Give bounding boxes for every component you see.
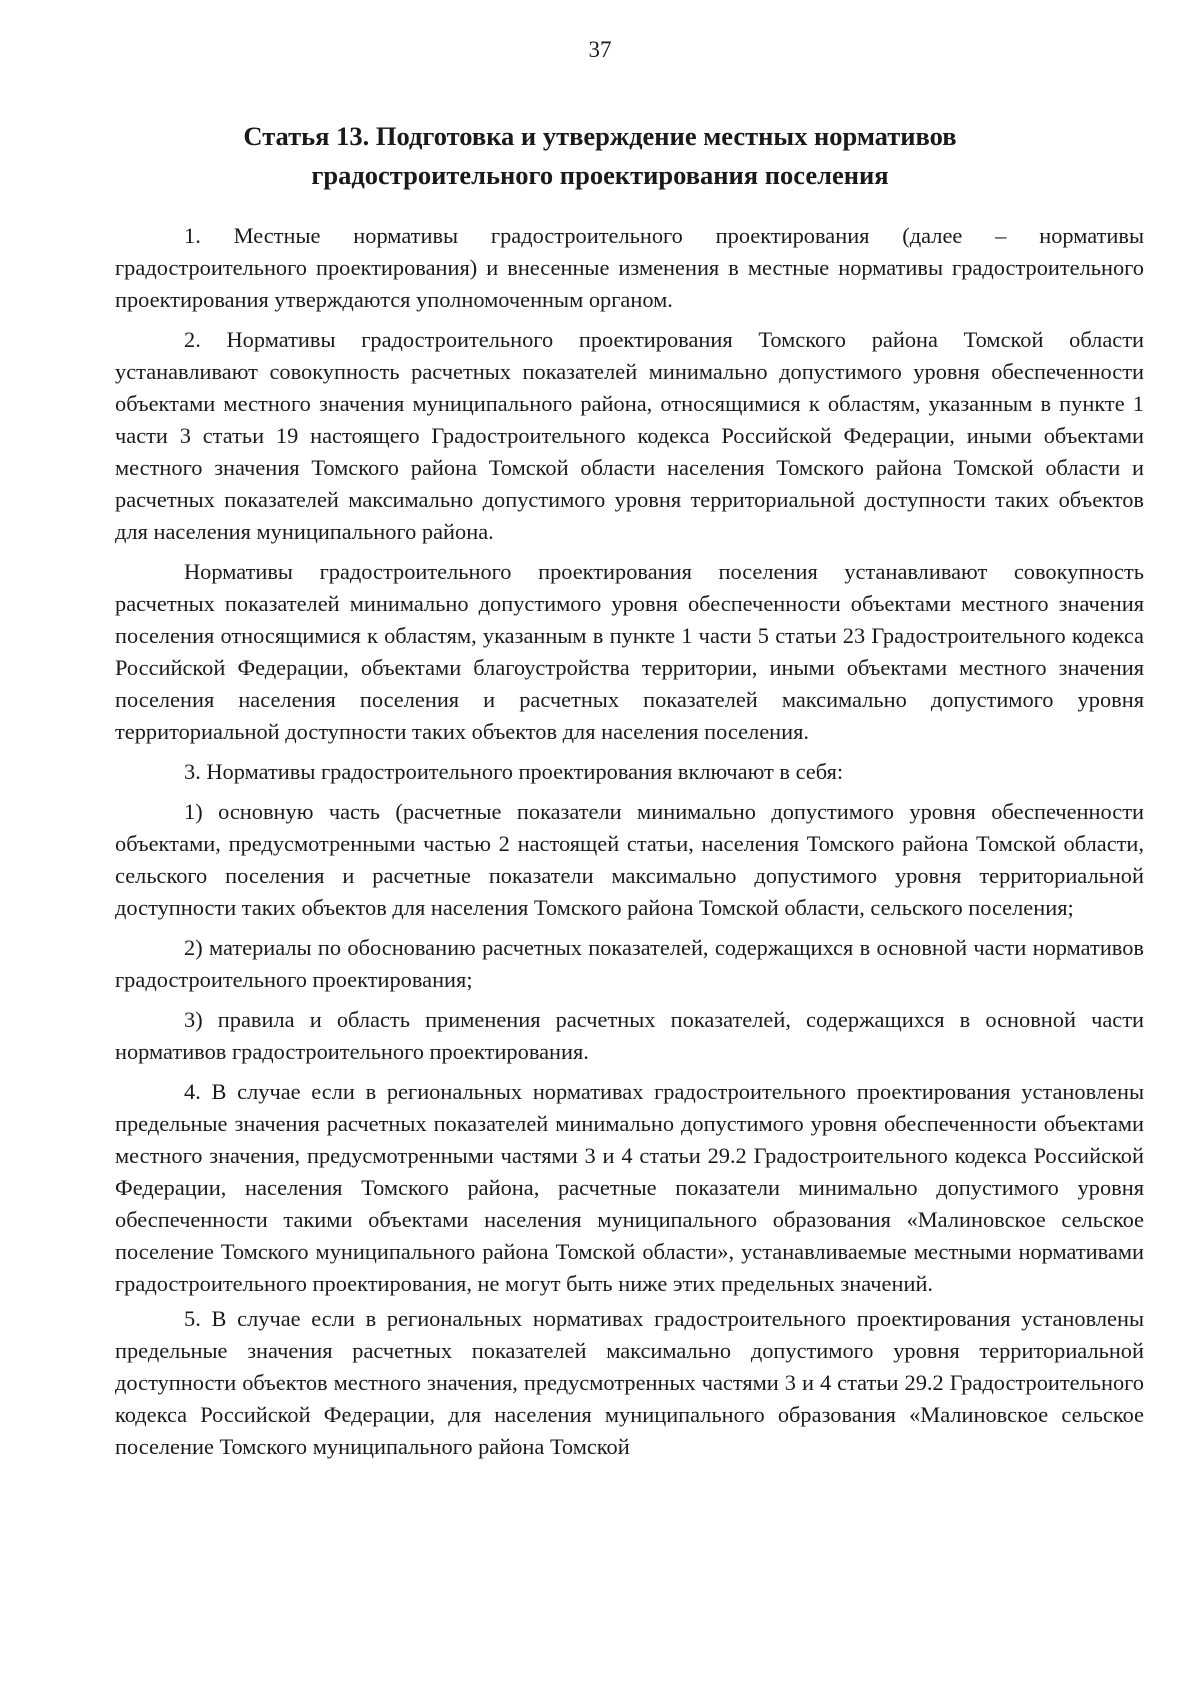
paragraph-3-item-3: 3) правила и область применения расчетных показателей, содержащихся в основной части нормативов градостроительного проектирования. [115,1007,1144,1064]
page-number: 37 [588,37,612,62]
article-title [100,117,1100,195]
paragraph-5: 5. В случае если в региональных нормативах градостроительного проектирования установлены предельные значения расчетных показателей максимально допустимого уровня территориальной доступности объектов местного значения, предусмотренных частями 3 и 4 статьи 29.2 Градостроительного кодекса Российской Федерации, для населения муниципального образования «Малиновское сельское поселение Томского муниципального района Томской [115,1306,1144,1459]
paragraph-4: 4. В случае если в региональных нормативах градостроительного проектирования установлены предельные значения расчетных показателей минимально допустимого уровня обеспеченности объектами местного значения, предусмотренными частями 3 и 4 статьи 29.2 Градостроительного кодекса Российской Федерации, населения Томского района, расчетные показатели минимально допустимого уровня обеспеченности такими объектами населения муниципального образования «Малиновское сельское поселение Томского муниципального района Томской области», устанавливаемые местными нормативами градостроительного проектирования, не могут быть ниже этих предельных значений. [115,1079,1144,1296]
paragraph-3-item-1: 1) основную часть (расчетные показатели минимально допустимого уровня обеспеченности объектами, предусмотренными частью 2 настоящей статьи, населения Томского района Томской области, сельского поселения и расчетные показатели максимально допустимого уровня территориальной доступности таких объектов для населения Томского района Томской области, сельского поселения; [115,799,1144,920]
article-title-line-2: градостроительного проектирования поселения [311,160,889,190]
paragraph-3: 3. Нормативы градостроительного проектирования включают в себя: [184,759,844,784]
paragraph-1: 1. Местные нормативы градостроительного проектирования (далее – нормативы градостроительного проектирования) и внесенные изменения в местные нормативы градостроительного проектирования утверждаются уполномоченным органом. [115,223,1144,312]
paragraph-2: 2. Нормативы градостроительного проектирования Томского района Томской области устанавливают совокупность расчетных показателей минимально допустимого уровня обеспеченности объектами местного значения муниципального района, относящимися к областям, указанным в пункте 1 части 3 статьи 19 настоящего Градостроительного кодекса Российской Федерации, иными объектами местного значения Томского района Томской области населения Томского района Томской области и расчетных показателей максимально допустимого уровня территориальной доступности таких объектов для населения муниципального района. [115,327,1144,544]
paragraph-3-item-2: 2) материалы по обоснованию расчетных показателей, содержащихся в основной части нормативов градостроительного проектирования; [115,935,1144,992]
article-title-line-1: Статья 13. Подготовка и утверждение местных нормативов [243,121,957,151]
paragraph-2-continued: Нормативы градостроительного проектирования поселения устанавливают совокупность расчетных показателей минимально допустимого уровня обеспеченности объектами местного значения поселения относящимися к областям, указанным в пункте 1 части 5 статьи 23 Градостроительного кодекса Российской Федерации, объектами благоустройства территории, иными объектами местного значения поселения населения поселения и расчетных показателей максимально допустимого уровня территориальной доступности таких объектов для населения поселения. [115,559,1144,744]
article-body [115,220,1144,1471]
